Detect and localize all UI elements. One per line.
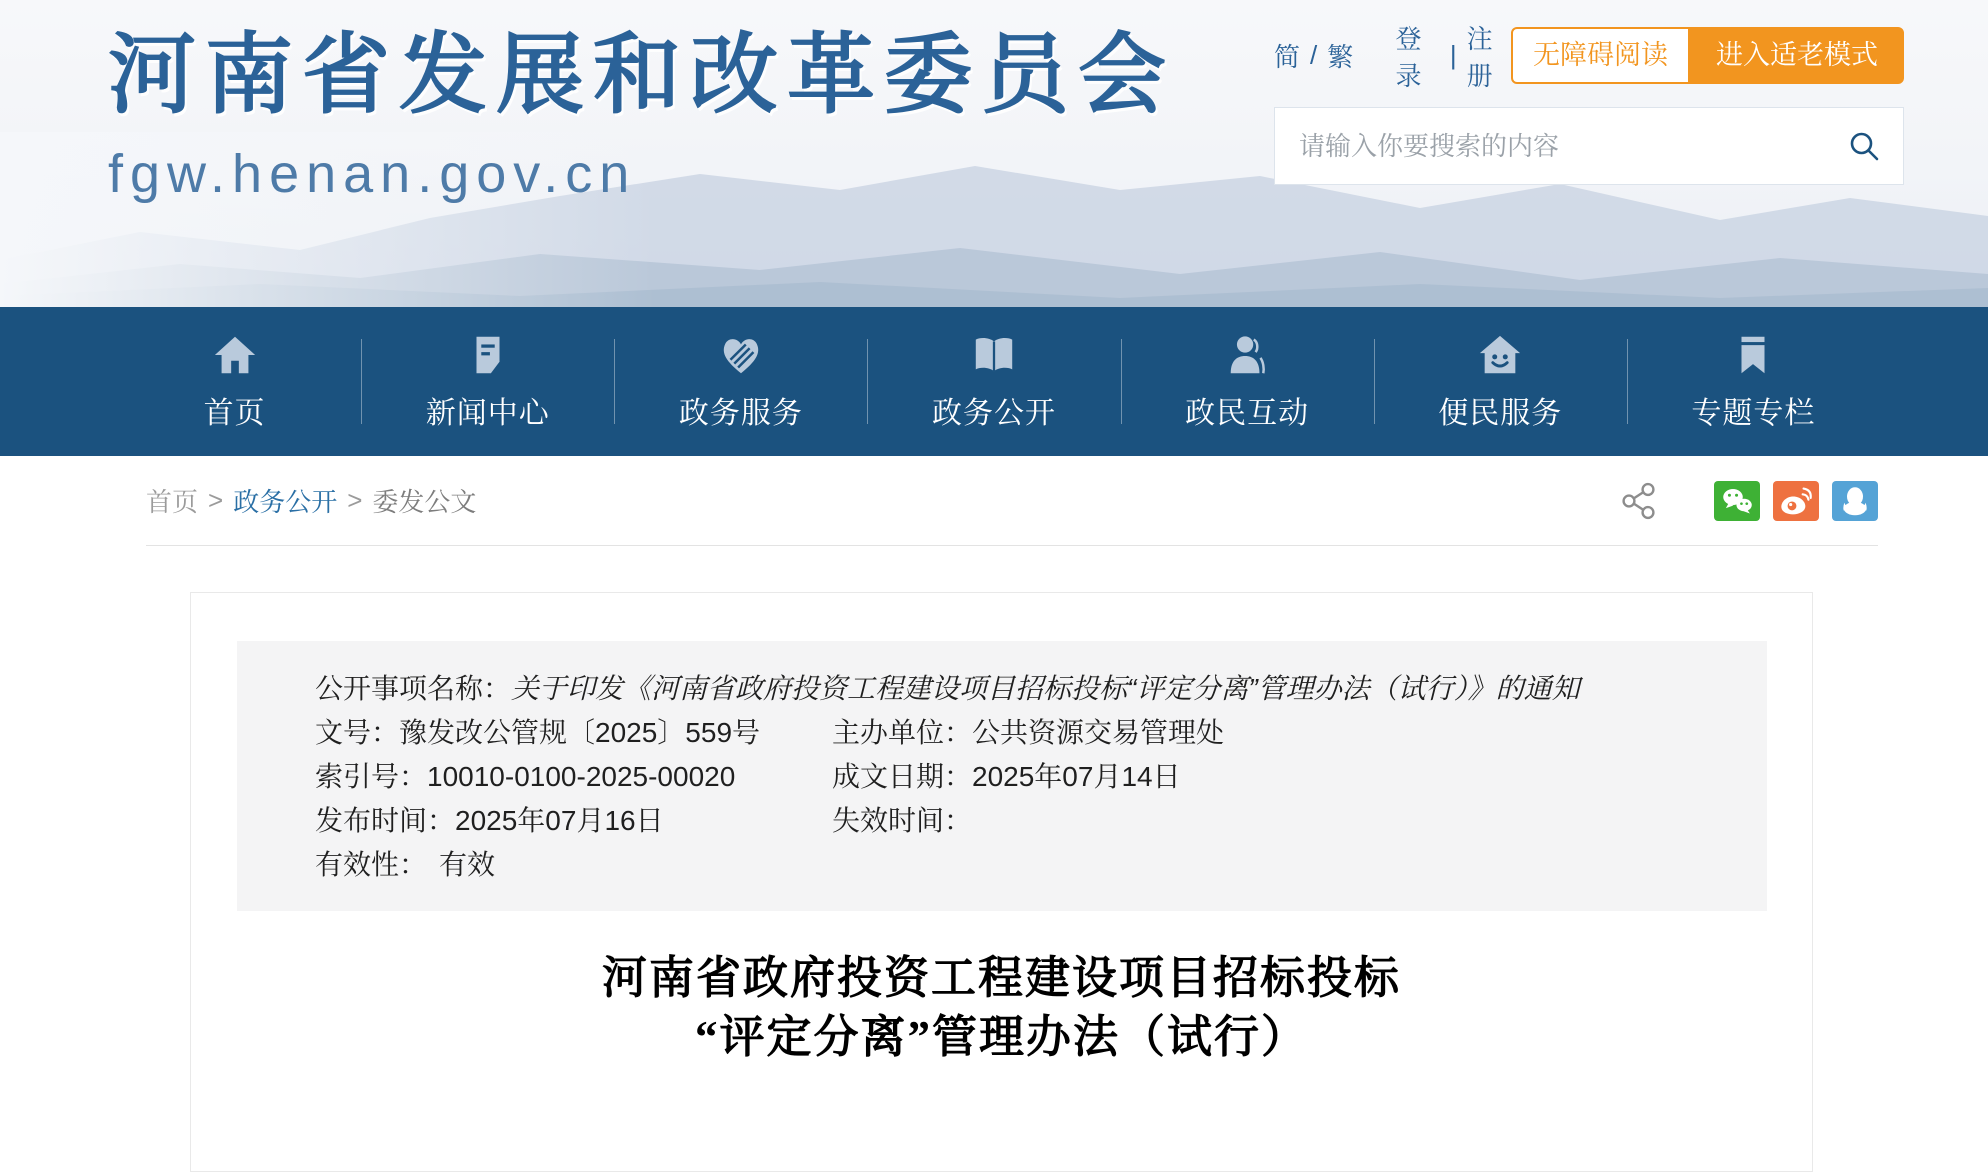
article-card xyxy=(190,592,1813,1172)
weibo-icon[interactable] xyxy=(1773,481,1819,521)
breadcrumb-row xyxy=(146,456,1878,545)
expiry-time-label: 失效时间： xyxy=(832,805,973,836)
doc-number-label: 文号： xyxy=(315,717,400,748)
publish-time-value: 2025年07月16日 xyxy=(455,805,664,836)
subject-value: 关于印发《河南省政府投资工程建设项目招标投标“评定分离”管理办法（试行）》的通知 xyxy=(511,673,1580,704)
nav-label: 首页 xyxy=(203,396,266,430)
breadcrumb-section[interactable]: 政务公开 xyxy=(233,487,338,517)
index-number-value: 10010-0100-2025-00020 xyxy=(427,761,736,792)
smiling-house-icon xyxy=(1477,332,1523,378)
publish-time-label: 发布时间： xyxy=(315,805,456,836)
validity-label: 有效性： xyxy=(315,849,428,880)
organizer-value: 公共资源交易管理处 xyxy=(972,717,1225,748)
breadcrumb-separator: > xyxy=(208,485,224,515)
document-title-line1: 河南省政府投资工程建设项目招标投标 xyxy=(601,953,1401,1003)
nav-item-interaction[interactable] xyxy=(1121,307,1374,456)
meta-row-index-date xyxy=(315,755,1727,799)
meta-row-publish-expiry xyxy=(315,799,1727,843)
subject-label: 公开事项名称： xyxy=(315,673,512,704)
header-right xyxy=(1274,23,1904,185)
document-meta-box xyxy=(237,641,1767,911)
breadcrumb-divider xyxy=(146,545,1878,546)
lang-simplified-link[interactable]: 简 xyxy=(1274,42,1301,72)
nav-item-services[interactable] xyxy=(614,307,867,456)
nav-label: 专题专栏 xyxy=(1691,396,1816,430)
breadcrumb-separator: > xyxy=(347,485,363,515)
qq-icon[interactable] xyxy=(1832,481,1878,521)
elder-mode-button[interactable]: 进入适老模式 xyxy=(1690,27,1904,84)
login-register-divider: | xyxy=(1449,40,1457,70)
bookmark-icon xyxy=(1730,332,1776,378)
lang-traditional-link[interactable]: 繁 xyxy=(1327,42,1354,72)
validity-value: 有效 xyxy=(439,849,496,880)
news-icon xyxy=(465,332,511,378)
search-icon[interactable] xyxy=(1847,129,1881,163)
service-heart-icon xyxy=(718,332,764,378)
document-title xyxy=(191,949,1812,1067)
nav-item-convenience[interactable] xyxy=(1374,307,1627,456)
breadcrumb-home[interactable]: 首页 xyxy=(146,487,199,517)
doc-number-value: 豫发改公管规〔2025〕559号 xyxy=(399,717,761,748)
nav-label: 政务服务 xyxy=(678,396,803,430)
wechat-icon[interactable] xyxy=(1714,481,1760,521)
register-link[interactable]: 注册 xyxy=(1466,23,1493,91)
document-title-line2: “评定分离”管理办法（试行） xyxy=(694,1012,1308,1062)
home-icon xyxy=(212,332,258,378)
site-domain: fgw.henan.gov.cn xyxy=(108,143,637,204)
nav-item-news[interactable] xyxy=(361,307,614,456)
lang-slash: / xyxy=(1310,40,1318,70)
site-header xyxy=(0,0,1988,307)
nav-label: 政民互动 xyxy=(1185,396,1310,430)
written-date-label: 成文日期： xyxy=(832,761,973,792)
search-input[interactable] xyxy=(1299,131,1847,162)
accessibility-group xyxy=(1511,27,1904,84)
header-links xyxy=(1274,19,1511,93)
nav-item-home[interactable] xyxy=(108,307,361,456)
main-nav xyxy=(0,307,1988,456)
meta-row-validity xyxy=(315,843,1727,887)
site-logo[interactable] xyxy=(108,26,1175,205)
meta-row-docnumber-organizer xyxy=(315,711,1727,755)
nav-label: 新闻中心 xyxy=(425,396,550,430)
search-box xyxy=(1274,107,1904,185)
accessibility-reading-button[interactable]: 无障碍阅读 xyxy=(1511,27,1690,84)
nav-label: 便民服务 xyxy=(1438,396,1563,430)
index-number-label: 索引号： xyxy=(315,761,428,792)
nav-label: 政务公开 xyxy=(931,396,1056,430)
share-icon[interactable] xyxy=(1619,481,1659,521)
breadcrumb xyxy=(146,482,476,519)
person-icon xyxy=(1224,332,1270,378)
login-link[interactable]: 登录 xyxy=(1395,23,1422,91)
nav-item-disclosure[interactable] xyxy=(867,307,1120,456)
breadcrumb-current: 委发公文 xyxy=(372,487,477,517)
site-title: 河南省发展和改革委员会 xyxy=(108,25,1176,124)
header-top-row xyxy=(1274,23,1904,91)
organizer-label: 主办单位： xyxy=(832,717,973,748)
open-book-icon xyxy=(971,332,1017,378)
share-group xyxy=(1619,481,1878,521)
meta-row-subject xyxy=(315,667,1727,711)
written-date-value: 2025年07月14日 xyxy=(972,761,1181,792)
nav-item-topics[interactable] xyxy=(1627,307,1880,456)
